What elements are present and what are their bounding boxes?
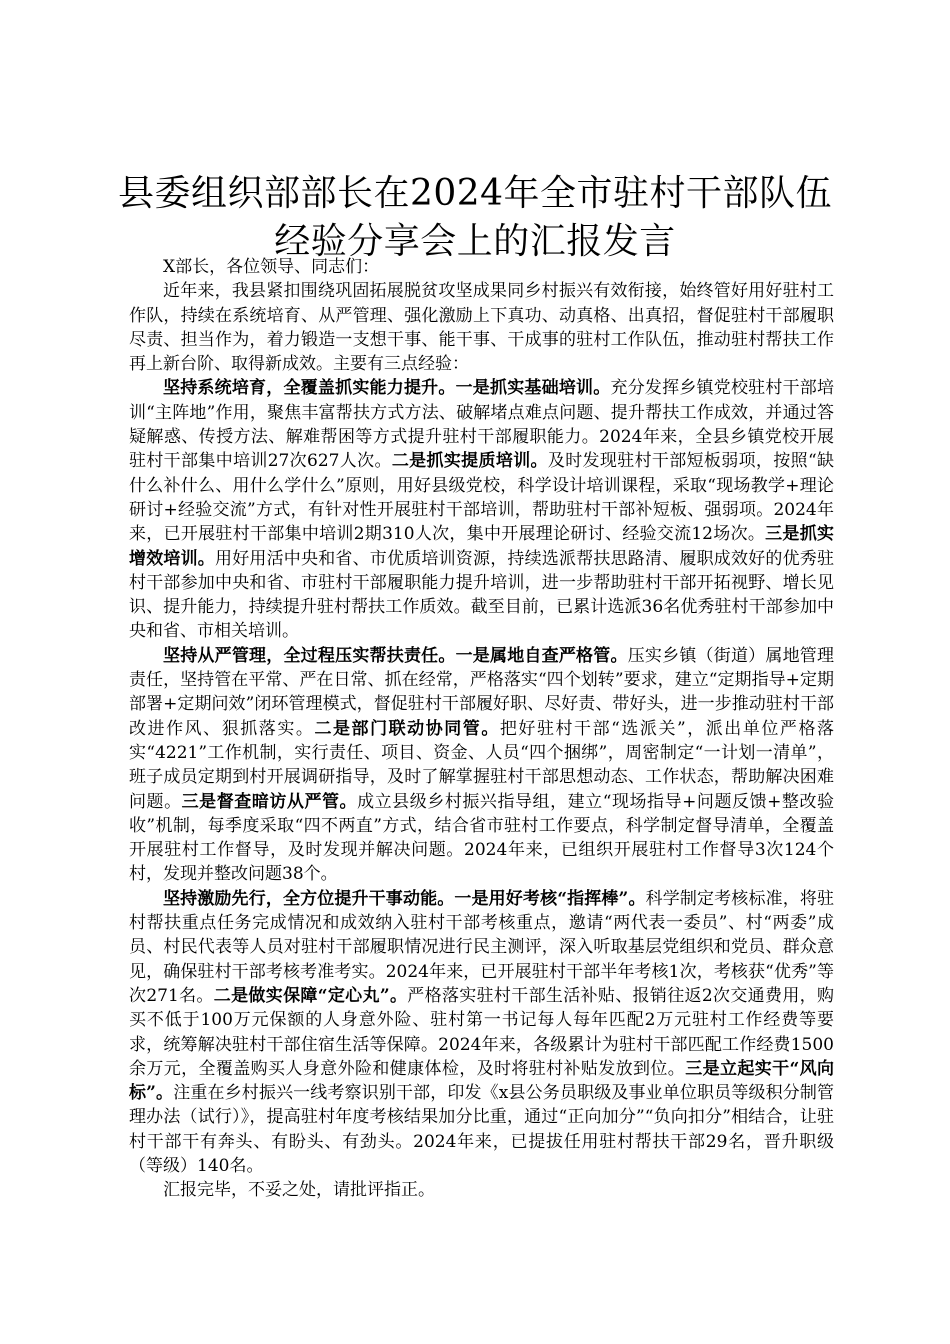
section-2-point-2: 二是部门联动协同管。 (314, 718, 500, 739)
section-3-text-3: 注重在乡村振兴一线考察识别干部，印发《x县公务员职级及事业单位职员等级积分制管理办法（试行）》，提高驻村年度考核结果加分比重，通过“正向加分”“负向扣分”相结合，让驻村干部干有奔头、有盼头、有劲头。2024年来，已提拔任用驻村帮扶干部29名，晋升职级（等级）140名。 (129, 1083, 835, 1176)
closing-paragraph: 汇报完毕，不妥之处，请批评指正。 (163, 1180, 435, 1201)
document-body (129, 255, 834, 1203)
title-line-1: 县委组织部部长在2024年全市驻村干部队伍 (117, 173, 833, 214)
section-3-point-3: 三是立起实干“风向标”。 (129, 1058, 835, 1104)
section-3-paragraph (129, 887, 834, 1179)
section-1-point-3: 三是抓实增效培训。 (129, 524, 834, 569)
intro-paragraph: 近年来，我县紧扣围绕巩固拓展脱贫攻坚成果同乡村振兴有效衔接，始终管好用好驻村工作队，持续在系统培育、从严管理、强化激励上下真功、动真格、出真招，督促驻村干部履职尽责、担当作为，着力锻造一支想干事、能干事、干成事的驻村工作队伍，推动驻村帮扶工作再上新台阶、取得新成效。主要有三点经验： (129, 281, 834, 375)
document-title (100, 170, 850, 266)
section-2-text-3: 成立县级乡村振兴指导组，建立“现场指导+问题反馈+整改验收”机制，每季度采取“四不两直”方式，结合省市驻村工作要点，科学制定督导清单，全覆盖开展驻村工作督导，及时发现并解决问题。2024年来，已组织开展驻村工作督导3次124个村，发现并整改问题38个。 (129, 791, 834, 885)
section-3-point-2: 二是做实保障“定心丸”。 (213, 985, 408, 1006)
section-3-text-2: 严格落实驻村干部生活补贴、报销往返2次交通费用，购买不低于100万元保额的人身意外险、驻村第一书记每人每年匹配2万元驻村工作经费等要求，统筹解决驻村干部住宿生活等保障。2024年来，各级累计为驻村干部匹配工作经费1500余万元，全覆盖购买人身意外险和健康体检，及时将驻村补贴发放到位。 (129, 985, 834, 1079)
salutation: X部长，各位领导、同志们： (163, 257, 380, 277)
section-3-lead: 坚持激励先行，全方位提升干事动能。一是用好考核“指挥棒”。 (163, 888, 646, 909)
section-3-text-1: 科学制定考核标准，将驻村帮扶重点任务完成情况和成效纳入驻村干部考核重点，邀请“两代表一委员”、村“两委”成员、村民代表等人员对驻村干部履职情况进行民主测评，深入听取基层党组织和党员、群众意见，确保驻村干部考核考准考实。2024年来，已开展驻村干部半年考核1次，考核获“优秀”等次271名。 (129, 888, 835, 1006)
section-1-point-2: 二是抓实提质培训。 (391, 451, 548, 472)
section-1-text-3: 用好用活中央和省、市优质培训资源，持续选派帮扶思路清、履职成效好的优秀驻村干部参加中央和省、市驻村干部履职能力提升培训，进一步帮助驻村干部开拓视野、增长见识、提升能力，持续提升驻村帮扶工作质效。截至目前，已累计选派36名优秀驻村干部参加中央和省、市相关培训。 (129, 548, 834, 642)
section-2-text-1: 压实乡镇（街道）属地管理责任，坚持管在平常、严在日常、抓在经常，严格落实“四个划转”要求，建立“定期指导+定期部署+定期问效”闭环管理模式，督促驻村干部履好职、尽好责、带好头，进一步推动驻村干部改进作风、狠抓落实。 (129, 645, 835, 739)
section-1-lead: 坚持系统培育，全覆盖抓实能力提升。一是抓实基础培训。 (163, 378, 611, 399)
section-1-text-1: 充分发挥乡镇党校驻村干部培训“主阵地”作用，聚焦丰富帮扶方式方法、破解堵点难点问题、提升帮扶工作成效，并通过答疑解惑、传授方法、解难帮困等方式提升驻村干部履职能力。2024年来，全县乡镇党校开展驻村干部集中培训27次627人次。 (129, 378, 835, 472)
title-line-2: 经验分享会上的汇报发言 (274, 221, 676, 262)
section-2-point-3: 三是督查暗访从严管。 (181, 791, 358, 812)
section-2-paragraph (129, 644, 834, 887)
section-1-text-2: 及时发现驻村干部短板弱项，按照“缺什么补什么、用什么学什么”原则，用好县级党校，科学设计培训课程，采取“现场教学+理论研讨+经验交流”方式，有针对性开展驻村干部培训，帮助驻村干部补短板、强弱项。2024年来，已开展驻村干部集中培训2期310人次，集中开展理论研讨、经验交流12场次。 (129, 451, 834, 545)
section-2-lead: 坚持从严管理，全过程压实帮扶责任。一是属地自查严格管。 (163, 645, 628, 666)
section-2-text-2: 把好驻村干部“选派关”，派出单位严格落实“4221”工作机制，实行责任、项目、资金、人员“四个捆绑”，周密制定“一计划一清单”，班子成员定期到村开展调研指导，及时了解掌握驻村干部思想动态、工作状态，帮助解决困难问题。 (129, 718, 835, 812)
section-1-paragraph (129, 376, 834, 643)
